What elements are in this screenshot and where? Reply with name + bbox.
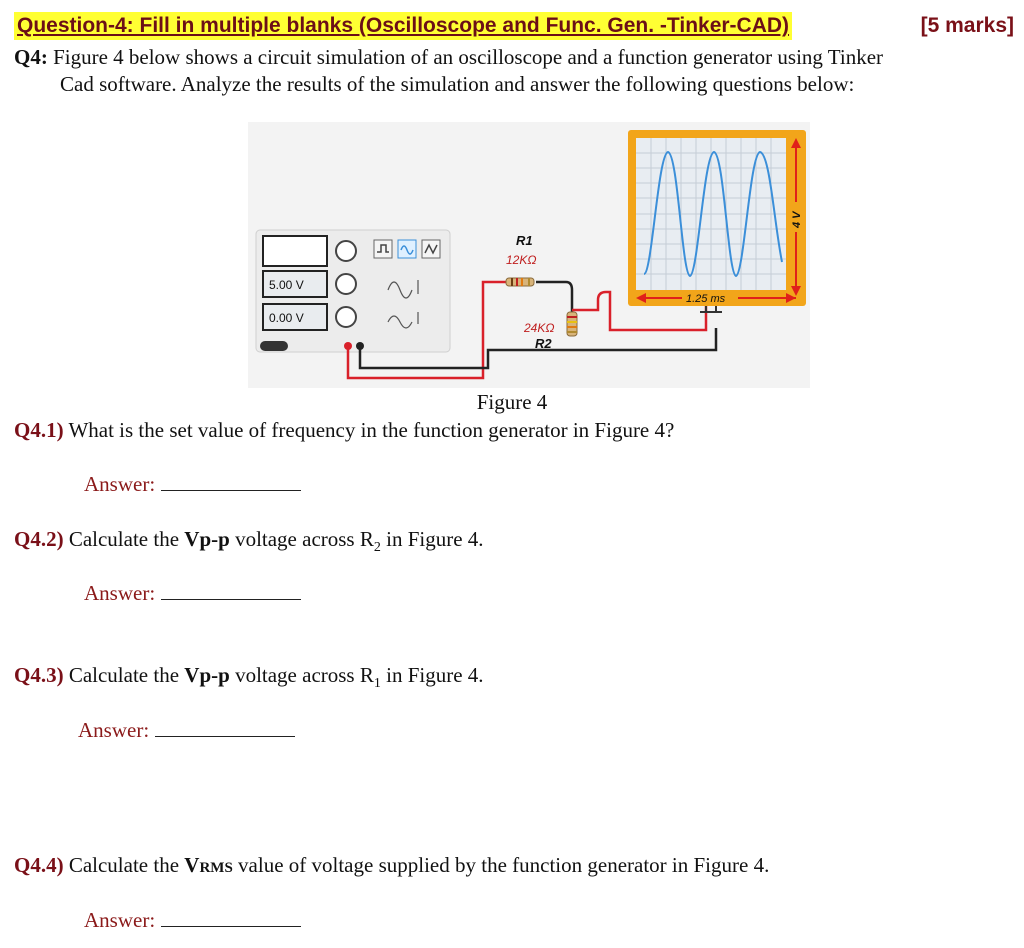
frequency-display <box>263 236 327 266</box>
time-div-label: 1.25 ms <box>686 293 726 305</box>
question-4-2 <box>14 525 484 562</box>
question-text: voltage across R <box>229 663 374 687</box>
question-text: in Figure 4. <box>380 663 484 687</box>
answer-blank-4-1[interactable] <box>161 472 301 491</box>
vpp-term: Vp-p <box>184 663 230 687</box>
intro-label: Q4: <box>14 45 48 69</box>
vrms-term: VRMS <box>184 853 233 877</box>
r2-value: 24KΩ <box>524 321 555 335</box>
amplitude-knob[interactable] <box>336 274 356 294</box>
r1-name: R1 <box>516 233 533 248</box>
r1-value: 12KΩ <box>506 253 537 267</box>
square-wave-button[interactable] <box>374 240 392 258</box>
question-number: Q4.2) <box>14 527 64 551</box>
r1-r2-wire <box>536 282 572 312</box>
scope-probes <box>700 306 722 312</box>
volt-div-label: 4 V <box>791 211 803 228</box>
question-4-3 <box>14 661 484 698</box>
answer-blank-4-2[interactable] <box>161 581 301 600</box>
figure-caption: Figure 4 <box>476 390 548 414</box>
question-heading: Question-4: Fill in multiple blanks (Oscilloscope and Func. Gen. -Tinker-CAD) <box>14 12 792 40</box>
answer-4-3 <box>78 716 295 744</box>
question-4-1 <box>14 416 674 444</box>
question-number: Q4.1) <box>14 418 64 442</box>
question-4-4 <box>14 851 769 882</box>
subscript: 2 <box>373 540 381 556</box>
answer-4-2 <box>84 579 301 607</box>
subscript: 1 <box>373 676 381 692</box>
answer-label: Answer: <box>78 718 150 742</box>
circuit-diagram <box>248 122 810 388</box>
answer-label: Answer: <box>84 908 156 932</box>
question-text: What is the set value of frequency in the function generator in Figure 4? <box>68 418 675 442</box>
answer-label: Answer: <box>84 581 156 605</box>
intro-paragraph <box>14 44 1004 98</box>
marks-label: [5 marks] <box>920 14 1014 37</box>
answer-blank-4-4[interactable] <box>161 908 301 927</box>
answer-blank-4-3[interactable] <box>155 718 295 737</box>
vpp-term: Vp-p <box>184 527 230 551</box>
power-switch[interactable] <box>260 341 288 351</box>
figure-4 <box>248 122 810 388</box>
r2-name: R2 <box>535 336 552 351</box>
frequency-knob[interactable] <box>336 241 356 261</box>
answer-4-4 <box>84 906 301 934</box>
answer-label: Answer: <box>84 472 156 496</box>
question-number: Q4.3) <box>14 663 64 687</box>
question-text: Calculate the <box>68 663 185 687</box>
question-text: Calculate the <box>68 853 185 877</box>
answer-4-1 <box>84 470 301 498</box>
intro-line1: Figure 4 below shows a circuit simulation of an oscilloscope and a function generator using Tinker <box>53 45 884 69</box>
question-number: Q4.4) <box>14 853 64 877</box>
intro-line2: Cad software. Analyze the results of the simulation and answer the following questions below: <box>60 72 855 96</box>
question-text: value of voltage supplied by the function generator in Figure 4. <box>232 853 770 877</box>
offset-readout: 0.00 V <box>269 311 304 325</box>
question-text: voltage across R <box>229 527 374 551</box>
question-text: Calculate the <box>68 527 185 551</box>
question-text: in Figure 4. <box>380 527 484 551</box>
amplitude-readout: 5.00 V <box>269 278 304 292</box>
offset-knob[interactable] <box>336 307 356 327</box>
